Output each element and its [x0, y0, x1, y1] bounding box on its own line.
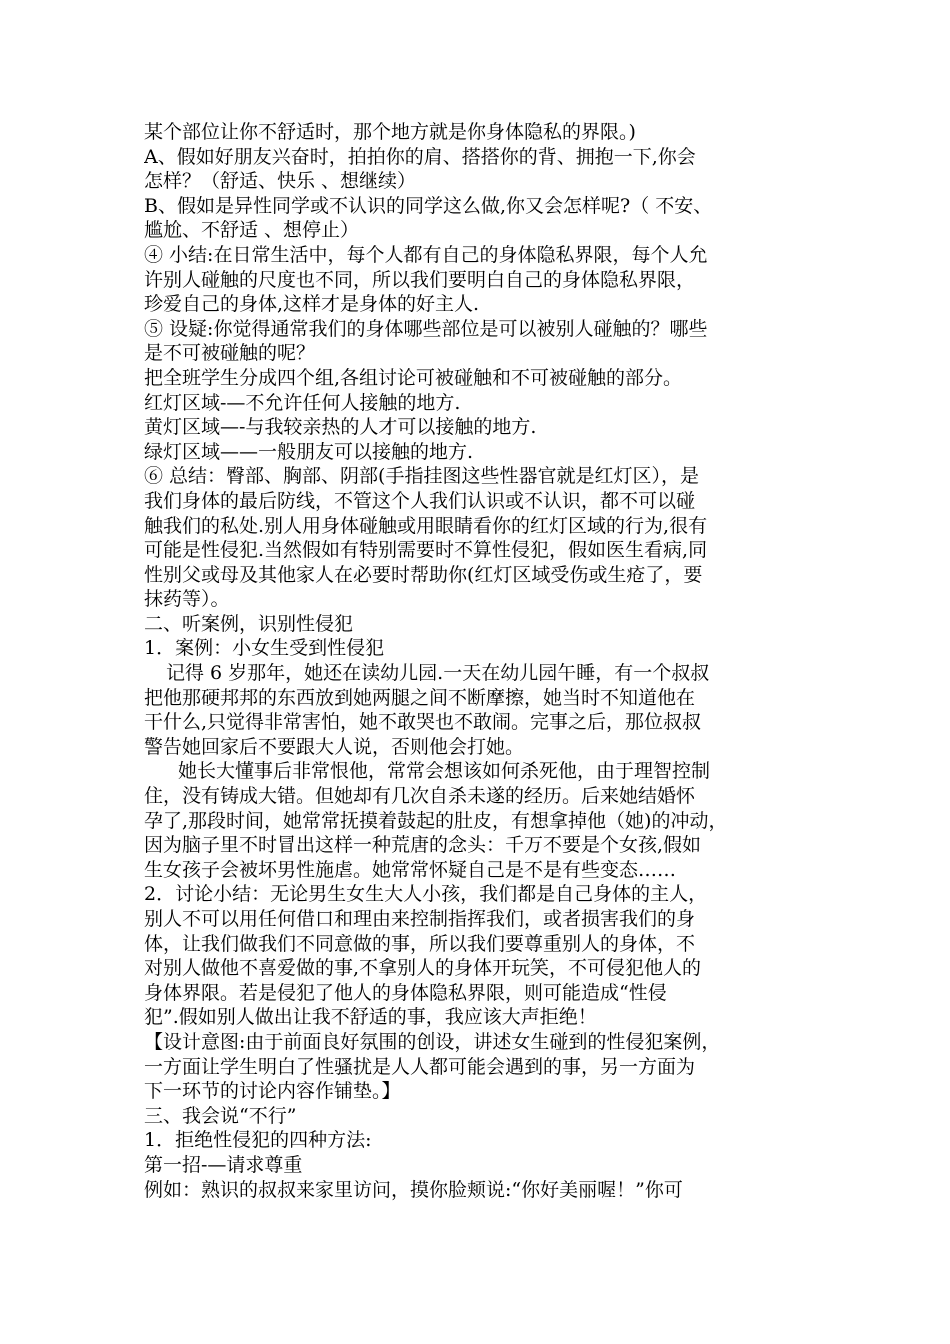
text-line: 是不可被碰触的呢？	[144, 342, 316, 365]
text-line: 警告她回家后不要跟大人说，否则他会打她。	[144, 735, 525, 758]
text-line: 某个部位让你不舒适时，那个地方就是你身体隐私的界限。)	[144, 121, 636, 143]
text-line: B、假如是异性同学或不认识的同学这么做,你又会怎样呢?（ 不安、	[144, 194, 713, 217]
text-line: 可能是性侵犯.当然假如有特别需要时不算性侵犯，假如医生看病,同	[144, 539, 708, 562]
section-heading: 二、听案例，识别性侵犯	[144, 612, 354, 635]
text-line: 尴尬、不舒适 、想停止）	[144, 219, 360, 242]
text-line: 性别父或母及其他家人在必要时帮助你(红灯区域受伤或生疮了，要	[144, 563, 703, 586]
text-line: ⑥ 总结：臀部、胸部、阴部(手指挂图这些性器官就是红灯区），是	[144, 465, 699, 488]
document-page	[144, 120, 814, 1202]
text-line: 2．讨论小结：无论男生女生大人小孩，我们都是自己身体的主人，	[144, 883, 708, 906]
design-intent-note: 【设计意图:由于前面良好氛围的创设，讲述女生碰到的性侵犯案例，	[144, 1030, 721, 1053]
text-line: 把他那硬邦邦的东西放到她两腿之间不断摩擦，她当时不知道他在	[144, 686, 696, 709]
subsection-heading: 1．拒绝性侵犯的四种方法:	[144, 1129, 372, 1152]
text-line: 对别人做他不喜爱做的事,不拿别人的身体开玩笑，不可侵犯他人的	[144, 957, 702, 980]
text-line: ⑤ 设疑:你觉得通常我们的身体哪些部位是可以被别人碰触的？哪些	[144, 317, 708, 340]
text-line: 许别人碰触的尺度也不同，所以我们要明白自己的身体隐私界限，	[144, 268, 696, 291]
design-intent-note: 下一环节的讨论内容作铺垫。】	[144, 1080, 401, 1103]
text-line: 孕了,那段时间，她常常抚摸着鼓起的肚皮，有想拿掉他（她)的冲动，	[144, 809, 728, 832]
text-line: 犯”.假如别人做出让我不舒适的事，我应该大声拒绝！	[144, 1006, 597, 1029]
case-heading: 1．案例：小女生受到性侵犯	[144, 637, 385, 660]
text-line: A、假如好朋友兴奋时，拍拍你的肩、搭搭你的背、拥抱一下,你会	[144, 145, 696, 168]
text-line: 红灯区域-—不允许任何人接触的地方.	[144, 391, 461, 414]
text-line: ④ 小结:在日常生活中，每个人都有自己的身体隐私界限，每个人允	[144, 243, 708, 266]
design-intent-note: 一方面让学生明白了性骚扰是人人都可能会遇到的事，另一方面为	[144, 1055, 696, 1078]
text-line: 触我们的私处.别人用身体碰触或用眼睛看你的红灯区域的行为,很有	[144, 514, 708, 537]
text-line: 把全班学生分成四个组,各组讨论可被碰触和不可被碰触的部分。	[144, 366, 683, 389]
method-heading: 第一招-—请求尊重	[144, 1153, 303, 1176]
text-line: 住，没有铸成大错。但她却有几次自杀未遂的经历。后来她结婚怀	[144, 785, 696, 808]
text-line: 她长大懂事后非常恨他，常常会想该如何杀死他，由于理智控制	[178, 760, 711, 783]
text-line: 珍爱自己的身体,这样才是身体的好主人.	[144, 293, 480, 316]
text-line: 绿灯区域——一般朋友可以接触的地方.	[144, 440, 474, 463]
text-line: 体，让我们做我们不同意做的事，所以我们要尊重别人的身体，不	[144, 932, 696, 955]
text-line: 身体界限。若是侵犯了他人的身体隐私界限，则可能造成“性侵	[144, 981, 667, 1004]
text-line: 抹药等）。	[144, 588, 230, 611]
text-line: 黄灯区域—-与我较亲热的人才可以接触的地方.	[144, 416, 537, 439]
text-line: 我们身体的最后防线，不管这个人我们认识或不认识，都不可以碰	[144, 489, 696, 512]
text-line: 记得 6 岁那年，她还在读幼儿园.一天在幼儿园午睡，有一个叔叔	[166, 662, 710, 685]
text-line: 干什么,只觉得非常害怕，她不敢哭也不敢闹。完事之后，那位叔叔	[144, 711, 702, 734]
text-line: 因为脑子里不时冒出这样一种荒唐的念头：千万不要是个女孩,假如	[144, 834, 702, 857]
text-line: 生女孩子会被坏男性施虐。她常常怀疑自己是不是有些变态……	[144, 858, 677, 881]
text-line: 例如：熟识的叔叔来家里访问，摸你脸颊说:“你好美丽喔！”你可	[144, 1178, 683, 1201]
text-line: 怎样？（舒适、快乐 、想继续）	[144, 170, 417, 193]
text-line: 别人不可以用任何借口和理由来控制指挥我们，或者损害我们的身	[144, 908, 696, 930]
section-heading: 三、我会说“不行”	[144, 1104, 297, 1127]
